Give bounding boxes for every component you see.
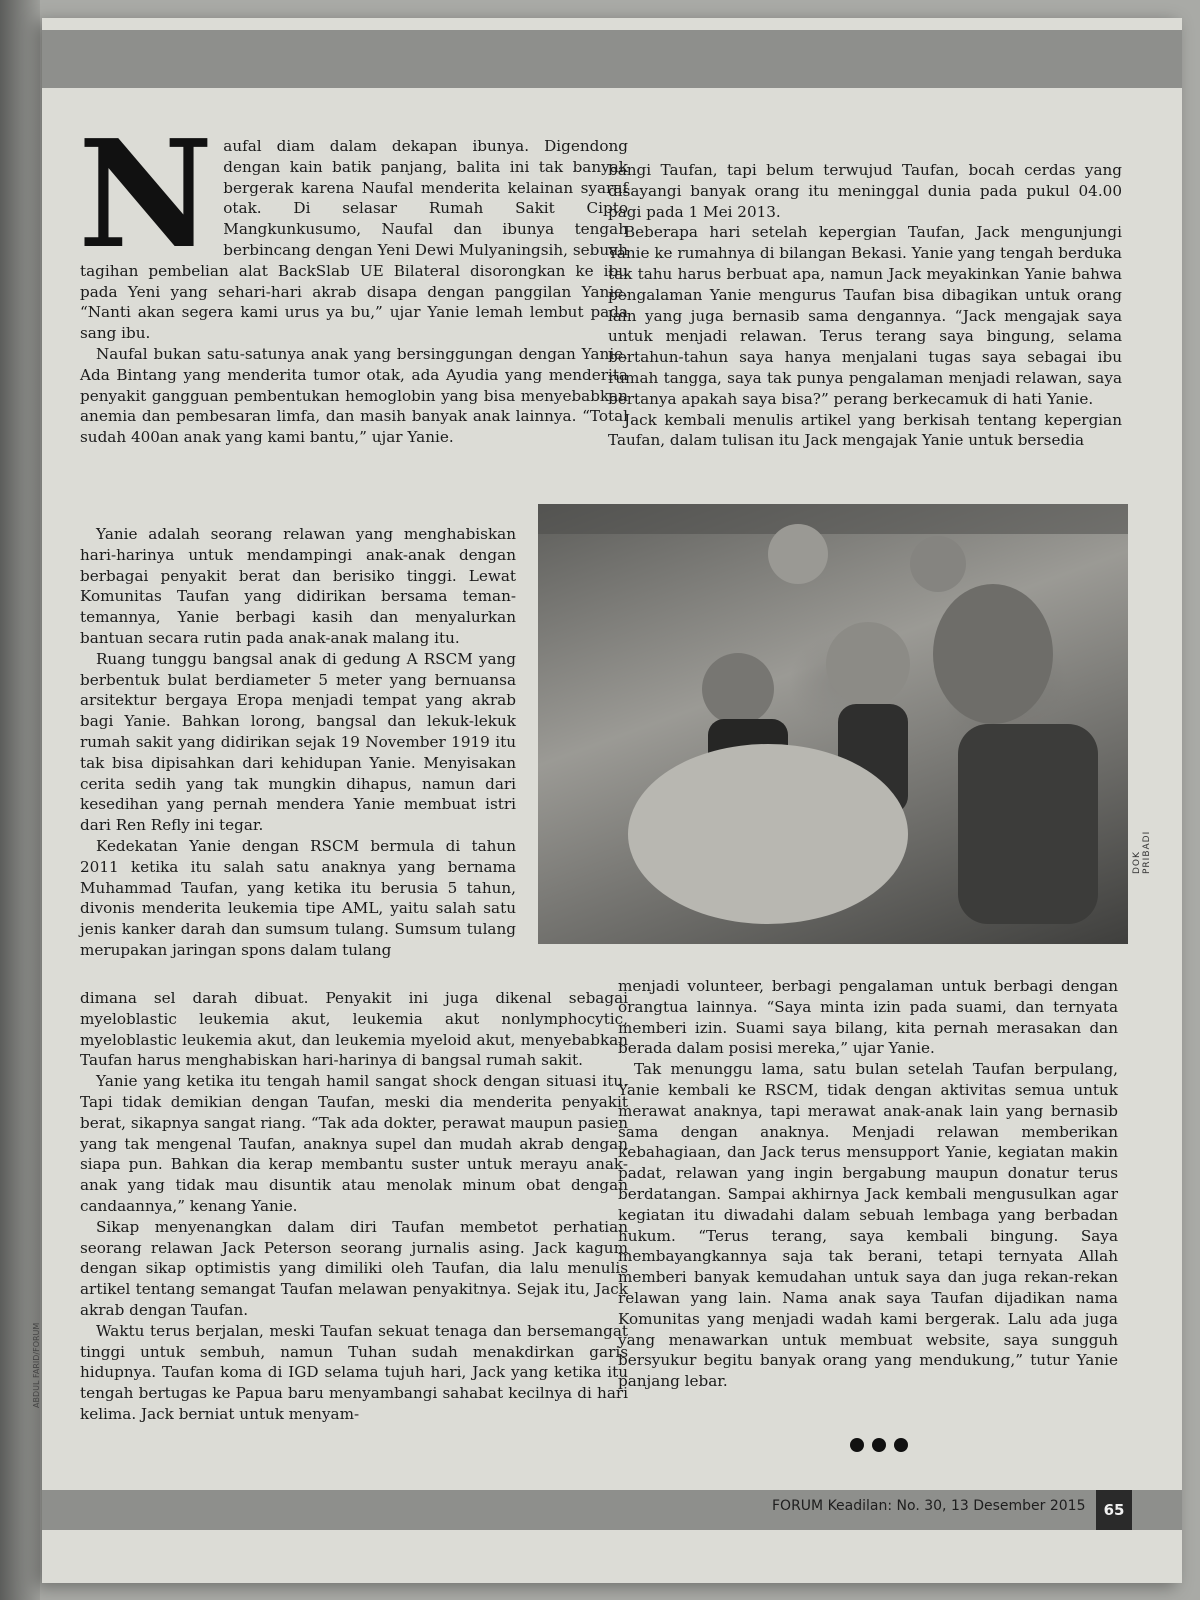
paragraph: menjadi volunteer, berbagi pengalaman untuk berbagi dengan orangtua lainnya. “Saya minta izin pada suami, dan ternyata memberi izin. Suami saya bilang, kita pernah merasakan dan berada dalam posisi mereka,” ujar Yanie. — [618, 977, 1118, 1058]
paragraph: aufal diam dalam dekapan ibunya. Digendong dengan kain batik panjang, balita ini tak banyak bergerak karena Naufal menderita kelainan syaraf otak. Di selasar Rumah Sakit Cipto Mangkunkusumo, Naufal dan ibunya tengah berbincang dengan Yeni Dewi Mulyaningsih, sebuah tagihan pembelian alat BackSlab UE Bilateral disorongkan ke ibu pada Yeni yang sehari-hari akrab disapa dengan panggilan Yanie. “Nanti akan segera kami urus ya bu,” ujar Yanie lemah lembut pada sang ibu. — [80, 137, 628, 343]
paragraph: Ruang tunggu bangsal anak di gedung A RSCM yang berbentuk bulat berdiameter 5 meter yang bernuansa arsitektur bergaya Eropa menjadi tempat yang akrab bagi Yanie. Bahkan lorong, bangsal dan lekuk-lekuk rumah sakit yang didirikan sejak 19 November 1919 itu tak bisa dipisahkan dari kehidupan Yanie. Menyisakan cerita sedih yang tak mungkin dihapus, namun dari kesedihan yang pernah mendera Yanie membuat istri dari Ren Refly ini tegar. — [80, 649, 516, 835]
paragraph: Waktu terus berjalan, meski Taufan sekuat tenaga dan bersemangat tinggi untuk sembuh, namun Tuhan sudah menakdirkan garis hidupnya. Taufan koma di IGD selama tujuh hari, Jack yang ketika itu tengah bertugas ke Papua baru menyambangi sahabat kecilnya di hari kelima. Jack berniat untuk menyam- — [80, 1321, 628, 1423]
photo-credit: DOK PRIBADI — [1132, 830, 1152, 874]
column-right-upper — [608, 160, 1122, 451]
paragraph: dimana sel darah dibuat. Penyakit ini juga dikenal sebagai myeloblastic leukemia akut, leukemia akut nonlymphocytic, myeloblastic leukemia akut, dan leukemia myeloid akut, menyebabkan Taufan harus menghabiskan hari-harinya di bangsal rumah sakit. — [80, 989, 628, 1070]
magazine-page — [32, 18, 1182, 1583]
drop-cap: N — [78, 107, 214, 281]
end-dot — [850, 1438, 864, 1452]
paragraph: Yanie adalah seorang relawan yang menghabiskan hari-harinya untuk mendampingi anak-anak dengan berbagai penyakit berat dan berisiko tinggi. Lewat Komunitas Taufan yang didirikan bersama teman-temannya, Yanie berbagi kasih dan menyalurkan bantuan secara rutin pada anak-anak malang itu. — [80, 525, 516, 647]
paragraph: Jack kembali menulis artikel yang berkisah tentang kepergian Taufan, dalam tulisan itu Jack mengajak Yanie untuk bersedia — [608, 410, 1122, 450]
article-photo — [538, 504, 1128, 944]
end-dot — [872, 1438, 886, 1452]
paragraph: bangi Taufan, tapi belum terwujud Taufan, bocah cerdas yang disayangi banyak orang itu meninggal dunia pada pukul 04.00 pagi pada 1 Mei 2013. — [608, 161, 1122, 221]
end-marker — [850, 1438, 908, 1452]
photo-illustration — [538, 504, 1128, 944]
column-left-lower — [80, 988, 628, 1425]
publication-footer: FORUM Keadilan: No. 30, 13 Desember 2015 — [772, 1498, 1086, 1514]
column-right-lower — [618, 976, 1118, 1392]
paragraph: Beberapa hari setelah kepergian Taufan, Jack mengunjungi Yanie ke rumahnya di bilangan Bekasi. Yanie yang tengah berduka tak tahu harus berbuat apa, namun Jack meyakinkan Yanie bahwa pengalaman Yanie mengurus Taufan bisa dibagikan untuk orang lain yang juga bernasib sama dengannya. “Jack mengajak saya untuk menjadi relawan. Terus terang saya bingung, selama bertahun-tahun saya hanya menjalani tugas saya sebagai ibu rumah tangga, saya tak punya pengalaman menjadi relawan, saya bertanya apakah saya bisa?” perang berkecamuk di hati Yanie. — [608, 223, 1122, 408]
page-number: 65 — [1096, 1490, 1132, 1530]
paragraph: Kedekatan Yanie dengan RSCM bermula di tahun 2011 ketika itu salah satu anaknya yang bernama Muhammad Taufan, yang ketika itu berusia 5 tahun, divonis menderita leukemia tipe AML, yaitu salah satu jenis kanker darah dan sumsum tulang. Sumsum tulang merupakan jaringan spons dalam tulang — [80, 836, 516, 959]
column-left-narrow — [80, 524, 516, 961]
side-photo-credit: ABDUL FARID/FORUM — [32, 1322, 41, 1408]
end-dot — [894, 1438, 908, 1452]
paragraph: Yanie yang ketika itu tengah hamil sangat shock dengan situasi itu. Tapi tidak demikian dengan Taufan, meski dia menderita penyakit berat, sikapnya sangat riang. “Tak ada dokter, perawat maupun pasien yang tak mengenal Taufan, anaknya supel dan mudah akrab dengan siapa pun. Bahkan dia kerap membantu suster untuk merayu anak-anak yang tidak mau disuntik atau menolak minum obat dengan candaannya,” kenang Yanie. — [80, 1072, 628, 1215]
paragraph: Naufal bukan satu-satunya anak yang bersinggungan dengan Yanie. Ada Bintang yang menderita tumor otak, ada Ayudia yang menderita penyakit gangguan pembentukan hemoglobin yang bisa menyebabkan anemia dan pembesaran limfa, dan masih banyak anak lainnya. “Total sudah 400an anak yang kami bantu,” ujar Yanie. — [80, 344, 628, 447]
paragraph: Tak menunggu lama, satu bulan setelah Taufan berpulang, Yanie kembali ke RSCM, tidak dengan aktivitas semua untuk merawat anaknya, tapi merawat anak-anak lain yang bernasib sama dengan anaknya. Menjadi relawan memberikan kebahagiaan, dan Jack terus mensupport Yanie, kegiatan makin padat, relawan yang ingin bergabung maupun donatur terus berdatangan. Sampai akhirnya Jack kembali mengusulkan agar kegiatan itu diwadahi dalam sebuah lembaga yang berbadan hukum. “Terus terang, saya kembali bingung. Saya membayangkannya saja tak berani, tetapi ternyata Allah memberi banyak kemudahan untuk saya dan juga rekan-rekan relawan yang lain. Nama anak saya Taufan dijadikan nama Komunitas yang menjadi wadah kami bergerak. Lalu ada juga yang menawarkan untuk membuat website, saya sungguh bersyukur begitu banyak orang yang mendukung,” tutur Yanie panjang lebar. — [618, 1060, 1118, 1391]
top-band — [42, 30, 1182, 88]
paragraph: Sikap menyenangkan dalam diri Taufan membetot perhatian seorang relawan Jack Peterson seorang jurnalis asing. Jack kagum dengan sikap optimistis yang dimiliki oleh Taufan, dia lalu menulis artikel tentang semangat Taufan melawan penyakitnya. Sejak itu, Jack akrab dengan Taufan. — [80, 1217, 628, 1319]
column-left-upper — [78, 107, 628, 448]
